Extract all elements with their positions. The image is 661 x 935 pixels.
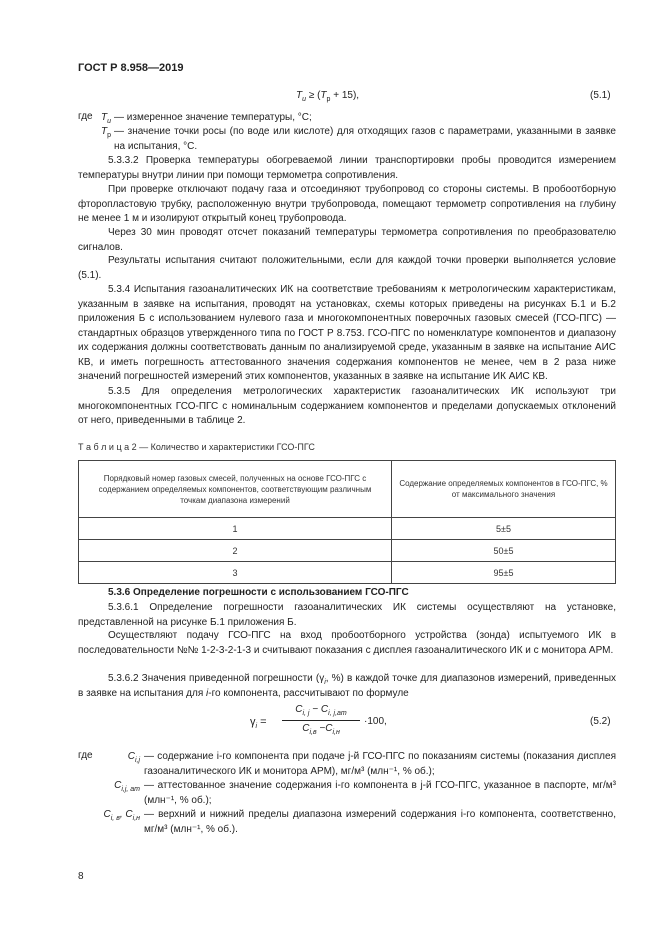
formula-5-2-numerator: $C_{i, j} - C_{i, j,ат}$ xyxy=(295,704,347,717)
def-C-iv-in: — верхний и нижний пределы диапазона измерений содержания i-го компонента, соответственно, мг/м³ (млн⁻¹, % об.). xyxy=(144,809,616,835)
where-lead-1: где xyxy=(78,111,93,122)
para-5-3-6-2: 5.3.6.2 Значения приведенной погрешности ($\gamma_i$, %) в каждой точке для диапазонов измерений, приведенных в заявке на испытания для i-го компонента, рассчитывают по формуле xyxy=(78,673,617,699)
page-number: 8 xyxy=(78,871,84,882)
formula-5-2: $\gamma_i$ = $C_{i, j} - C_{i, j,ат}$ $C_{i,в} -C_{i,н}$ ·100, xyxy=(250,704,387,736)
table-cell-value: 95±5 xyxy=(392,562,616,584)
table-header-col2: Содержание определяемых компонентов в ГСО-ПГС, % от максимального значения xyxy=(392,461,616,518)
def-C-ij-at: — аттестованное значение содержания i-го компонента в j-й ГСО-ПГС, указанное в паспорте, мг/м³ (млн⁻¹, % об.); xyxy=(144,780,616,806)
para-5-3-4: 5.3.4 Испытания газоаналитических ИК на соответствие требованиям к метрологическим характеристикам, указанным в заявке на испытания, проводят на установках, схемы которых приведены на рисунках Б.1 и Б.2 приложения Б с использованием нулевого газа и многокомпонентных поверочных газовых смесей (ГСО-ПГС) — стандартных образцов утвержденного типа по ГОСТ Р 8.753. ГСО-ПГС по номенклатуре компонентов и диапазону их содержания должны соответствовать данным по анализируемой среде, указанным в заявке на испытание АИС КВ, и иметь погрешность аттестованного значения содержания компонентов не менее, чем в 2 раза ниже значений погрешностей измерений этих компонентов, указанных в заявке на испытание ИК АИС КВ. xyxy=(78,284,616,382)
term-C-iv-in: $C_{i, в}$, $C_{i,н}$ xyxy=(103,809,140,822)
para-supply: Осуществляют подачу ГСО-ПГС на вход пробоотборного устройства (зонда) испытуемого ИК в последовательности №№ 1-2-3-2-1-3 и считывают показания с дисплея газоаналитического ИК и с монитора АРМ. xyxy=(78,630,616,656)
formula-number-5-1: (5.1) xyxy=(590,90,611,101)
para-30min: Через 30 мин проводят отсчет показаний температуры термометра сопротивления по преобразователю сигналов. xyxy=(78,227,616,253)
term-T-i: $T_и$ xyxy=(100,112,111,125)
def-T-r: — значение точки росы (по воде или кислоте) для отходящих газов с параметрами, указанными в заявке на испытания, °С. xyxy=(114,126,616,152)
table-header-row xyxy=(79,461,616,518)
formula-5-2-denominator: $C_{i,в} -C_{i,н}$ xyxy=(302,723,340,736)
table-cell-value: 50±5 xyxy=(392,540,616,562)
fraction-bar xyxy=(282,720,360,721)
where-lead-2: где xyxy=(78,750,93,761)
para-5-3-5: 5.3.5 Для определения метрологических характеристик газоаналитических ИК используют три многокомпонентных ГСО-ПГС с номинальным содержанием компонентов и пределами допускаемых отклонений от него, приведенными в таблице 2. xyxy=(78,386,616,426)
table-caption: Т а б л и ц а 2 — Количество и характеристики ГСО-ПГС xyxy=(78,442,315,452)
gso-pgs-table xyxy=(78,460,616,584)
term-T-r: $T_р$ xyxy=(100,126,111,139)
table-cell-value: 5±5 xyxy=(392,518,616,540)
table-cell-number: 3 xyxy=(79,562,392,584)
def-C-ij: — содержание i-го компонента при подаче j-й ГСО-ПГС по показаниям системы (показания дисплея газоаналитического ИК и монитора АРМ), мг/м³ (млн⁻¹, % об.); xyxy=(144,751,616,777)
para-5-3-6-1: 5.3.6.1 Определение погрешности газоаналитических ИК системы осуществляют на установке, представленной на рисунке Б.1 приложения Б. xyxy=(78,602,616,628)
term-C-ij-at: $C_{i,j, ат}$ xyxy=(114,780,140,793)
formula-number-5-2: (5.2) xyxy=(590,716,611,727)
def-T-i: — измеренное значение температуры, °С; xyxy=(114,112,312,123)
term-C-ij: $C_{i,j}$ xyxy=(127,751,140,764)
table-cell-number: 2 xyxy=(79,540,392,562)
table-row xyxy=(79,518,616,540)
table-row xyxy=(79,540,616,562)
para-5-3-3-2: 5.3.3.2 Проверка температуры обогреваемой линии транспортировки пробы проводится измерением температуры внутри линии при помощи термометра сопротивления. xyxy=(78,155,616,181)
heading-5-3-6: 5.3.6 Определение погрешности с использованием ГСО-ПГС xyxy=(108,587,409,598)
standard-header: ГОСТ Р 8.958—2019 xyxy=(78,62,184,74)
formula-5-1: $T_и \ge (T_р + 15)$, xyxy=(296,90,360,103)
para-result: Результаты испытания считают положительными, если для каждой точки проверки выполняется условие (5.1). xyxy=(78,255,616,281)
table-header-col1: Порядковый номер газовых смесей, полученных на основе ГСО-ПГС с содержанием определяемых компонентов, соответствующим различным точкам диапазона измерений xyxy=(79,461,392,518)
para-check: При проверке отключают подачу газа и отсоединяют трубопровод со стороны системы. В пробоотборную фторопластовую трубку, расположенную внутри трубопровода, помещают термометр сопротивления на глубину не менее 1 м и изолируют открытый конец трубопровода. xyxy=(78,184,616,224)
table-row xyxy=(79,562,616,584)
table-cell-number: 1 xyxy=(79,518,392,540)
